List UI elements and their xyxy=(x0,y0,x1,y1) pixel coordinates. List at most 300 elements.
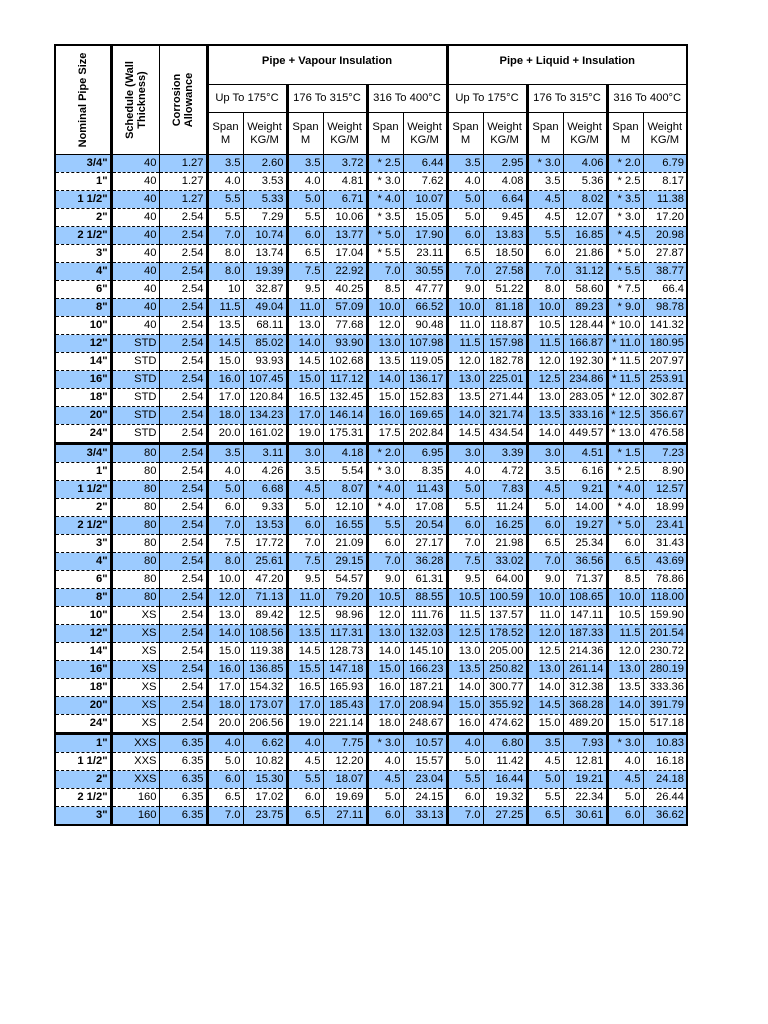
table-cell: 7.0 xyxy=(527,553,563,571)
table-cell: 40 xyxy=(111,155,159,173)
table-cell: 5.0 xyxy=(607,789,643,807)
table-cell: 7.0 xyxy=(447,807,483,826)
table-cell: 3.39 xyxy=(483,444,527,463)
header-span-label: Span xyxy=(452,120,479,133)
table-row xyxy=(55,155,687,173)
table-cell: 3.5 xyxy=(527,734,563,753)
table-cell: 14.5 xyxy=(287,643,323,661)
table-cell: 7.5 xyxy=(447,553,483,571)
table-cell: 2.54 xyxy=(159,463,207,481)
table-cell: 27.25 xyxy=(483,807,527,826)
table-cell: 280.19 xyxy=(643,661,687,679)
table-cell: 4.51 xyxy=(563,444,607,463)
header-corrosion xyxy=(159,45,207,155)
table-cell: 80 xyxy=(111,463,159,481)
table-cell: * 11.5 xyxy=(607,371,643,389)
header-schedule-line2: Thickness) xyxy=(135,71,148,129)
table-row xyxy=(55,807,687,826)
header-span xyxy=(287,113,323,155)
table-cell: 7.0 xyxy=(367,553,403,571)
table-cell: STD xyxy=(111,371,159,389)
table-cell: 2.54 xyxy=(159,281,207,299)
table-cell: 10.5 xyxy=(527,317,563,335)
table-cell: 16.5 xyxy=(287,679,323,697)
table-cell: 6.0 xyxy=(527,517,563,535)
table-cell: * 7.5 xyxy=(607,281,643,299)
table-cell: * 10.0 xyxy=(607,317,643,335)
table-cell: 89.23 xyxy=(563,299,607,317)
table-cell: 25.61 xyxy=(243,553,287,571)
table-cell: 107.45 xyxy=(243,371,287,389)
table-cell: * 3.0 xyxy=(607,734,643,753)
table-cell: 117.12 xyxy=(323,371,367,389)
table-cell: 4.72 xyxy=(483,463,527,481)
header-group-liquid: Pipe + Liquid + Insulation xyxy=(447,45,687,85)
table-cell: 185.43 xyxy=(323,697,367,715)
table-cell: 489.20 xyxy=(563,715,607,734)
table-cell: 30.61 xyxy=(563,807,607,826)
table-cell: 89.42 xyxy=(243,607,287,625)
table-row xyxy=(55,317,687,335)
table-cell: 355.92 xyxy=(483,697,527,715)
table-cell: 17.08 xyxy=(403,499,447,517)
header-weight-unit: KG/M xyxy=(410,133,439,146)
table-cell: 7.75 xyxy=(323,734,367,753)
table-cell: XXS xyxy=(111,734,159,753)
table-cell: 7.5 xyxy=(207,535,243,553)
table-cell: * 11.5 xyxy=(607,353,643,371)
pipe-span-table xyxy=(54,44,688,826)
row-pipe-size: 6" xyxy=(55,571,111,589)
table-cell: 146.14 xyxy=(323,407,367,425)
table-cell: 3.53 xyxy=(243,173,287,191)
table-cell: 18.50 xyxy=(483,245,527,263)
table-cell: 3.5 xyxy=(207,155,243,173)
table-row xyxy=(55,371,687,389)
table-cell: 12.57 xyxy=(643,481,687,499)
table-cell: 14.00 xyxy=(563,499,607,517)
table-cell: 15.0 xyxy=(607,715,643,734)
table-row xyxy=(55,679,687,697)
table-cell: 20.98 xyxy=(643,227,687,245)
table-cell: 14.0 xyxy=(527,679,563,697)
table-cell: 15.30 xyxy=(243,771,287,789)
table-cell: 7.0 xyxy=(447,535,483,553)
table-cell: * 4.0 xyxy=(367,191,403,209)
header-weight-label: Weight xyxy=(567,120,602,133)
table-cell: 31.43 xyxy=(643,535,687,553)
row-pipe-size: 3" xyxy=(55,245,111,263)
table-cell: 4.5 xyxy=(527,753,563,771)
table-cell: 4.5 xyxy=(287,753,323,771)
table-row xyxy=(55,425,687,444)
table-cell: 93.90 xyxy=(323,335,367,353)
table-cell: 12.5 xyxy=(287,607,323,625)
row-pipe-size: 10" xyxy=(55,317,111,335)
table-cell: 136.17 xyxy=(403,371,447,389)
table-cell: 14.5 xyxy=(447,425,483,444)
table-cell: 16.44 xyxy=(483,771,527,789)
table-cell: 31.12 xyxy=(563,263,607,281)
table-cell: 12.0 xyxy=(367,607,403,625)
row-pipe-size: 10" xyxy=(55,607,111,625)
header-weight-label: Weight xyxy=(327,120,362,133)
table-cell: 180.95 xyxy=(643,335,687,353)
table-cell: 12.5 xyxy=(527,371,563,389)
table-cell: 7.0 xyxy=(207,227,243,245)
table-cell: 8.35 xyxy=(403,463,447,481)
table-row xyxy=(55,191,687,209)
table-cell: XS xyxy=(111,661,159,679)
table-cell: 2.54 xyxy=(159,299,207,317)
row-pipe-size: 20" xyxy=(55,697,111,715)
table-cell: 11.42 xyxy=(483,753,527,771)
table-cell: 141.32 xyxy=(643,317,687,335)
header-span-unit: M xyxy=(620,133,631,146)
table-cell: 13.0 xyxy=(367,625,403,643)
table-cell: 253.91 xyxy=(643,371,687,389)
table-cell: 40 xyxy=(111,299,159,317)
table-cell: 178.52 xyxy=(483,625,527,643)
table-cell: XS xyxy=(111,715,159,734)
table-cell: 166.87 xyxy=(563,335,607,353)
table-cell: 6.0 xyxy=(367,535,403,553)
table-cell: 160 xyxy=(111,807,159,826)
table-cell: 12.0 xyxy=(527,625,563,643)
table-cell: XS xyxy=(111,679,159,697)
table-cell: * 5.0 xyxy=(607,517,643,535)
table-cell: 32.87 xyxy=(243,281,287,299)
table-cell: 6.62 xyxy=(243,734,287,753)
table-cell: 175.31 xyxy=(323,425,367,444)
table-cell: 3.0 xyxy=(287,444,323,463)
header-schedule xyxy=(111,45,159,155)
table-cell: 8.07 xyxy=(323,481,367,499)
table-cell: 2.54 xyxy=(159,353,207,371)
table-cell: 187.21 xyxy=(403,679,447,697)
header-weight-unit: KG/M xyxy=(490,133,519,146)
table-cell: 6.16 xyxy=(563,463,607,481)
table-cell: 4.06 xyxy=(563,155,607,173)
table-cell: 12.20 xyxy=(323,753,367,771)
table-cell: 2.54 xyxy=(159,227,207,245)
table-cell: 40 xyxy=(111,191,159,209)
table-cell: 88.55 xyxy=(403,589,447,607)
table-cell: 182.78 xyxy=(483,353,527,371)
table-cell: 13.5 xyxy=(607,679,643,697)
table-cell: 434.54 xyxy=(483,425,527,444)
table-cell: * 11.0 xyxy=(607,335,643,353)
table-cell: 20.0 xyxy=(207,425,243,444)
table-cell: 2.54 xyxy=(159,317,207,335)
table-cell: 6.71 xyxy=(323,191,367,209)
table-cell: 3.5 xyxy=(447,155,483,173)
table-cell: 10.5 xyxy=(447,589,483,607)
row-pipe-size: 4" xyxy=(55,263,111,281)
row-pipe-size: 3/4" xyxy=(55,155,111,173)
table-cell: 6.0 xyxy=(447,517,483,535)
row-pipe-size: 3" xyxy=(55,807,111,826)
table-cell: 80 xyxy=(111,589,159,607)
table-cell: 40 xyxy=(111,173,159,191)
table-cell: 17.20 xyxy=(643,209,687,227)
table-cell: 18.0 xyxy=(207,697,243,715)
table-cell: 5.0 xyxy=(447,191,483,209)
table-cell: 4.5 xyxy=(527,191,563,209)
table-row xyxy=(55,335,687,353)
table-cell: 5.0 xyxy=(447,209,483,227)
header-span xyxy=(207,113,243,155)
table-cell: 6.5 xyxy=(607,553,643,571)
table-cell: * 5.5 xyxy=(607,263,643,281)
table-cell: 166.23 xyxy=(403,661,447,679)
table-cell: 11.0 xyxy=(447,317,483,335)
table-cell: * 3.0 xyxy=(367,463,403,481)
table-cell: 17.5 xyxy=(367,425,403,444)
table-cell: 66.4 xyxy=(643,281,687,299)
table-cell: 11.5 xyxy=(447,335,483,353)
row-pipe-size: 2 1/2" xyxy=(55,517,111,535)
table-cell: 54.57 xyxy=(323,571,367,589)
table-cell: 64.00 xyxy=(483,571,527,589)
row-pipe-size: 8" xyxy=(55,299,111,317)
table-cell: 4.5 xyxy=(527,209,563,227)
table-cell: * 2.5 xyxy=(607,173,643,191)
header-range: Up To 175°C xyxy=(447,85,527,113)
table-row xyxy=(55,661,687,679)
table-cell: 111.76 xyxy=(403,607,447,625)
table-row xyxy=(55,463,687,481)
table-cell: 368.28 xyxy=(563,697,607,715)
table-cell: 14.0 xyxy=(367,643,403,661)
table-cell: 6.79 xyxy=(643,155,687,173)
table-cell: 14.0 xyxy=(367,371,403,389)
header-span-unit: M xyxy=(300,133,311,146)
row-pipe-size: 1" xyxy=(55,173,111,191)
table-cell: 202.84 xyxy=(403,425,447,444)
table-cell: 3.5 xyxy=(527,173,563,191)
table-cell: 230.72 xyxy=(643,643,687,661)
table-cell: 14.5 xyxy=(207,335,243,353)
table-cell: 15.0 xyxy=(207,353,243,371)
table-cell: 261.14 xyxy=(563,661,607,679)
table-row xyxy=(55,209,687,227)
row-pipe-size: 1" xyxy=(55,734,111,753)
table-cell: 312.38 xyxy=(563,679,607,697)
table-cell: 11.0 xyxy=(527,607,563,625)
table-row xyxy=(55,353,687,371)
table-cell: 15.0 xyxy=(367,661,403,679)
table-row xyxy=(55,753,687,771)
table-cell: 14.5 xyxy=(527,697,563,715)
table-cell: 2.54 xyxy=(159,607,207,625)
table-cell: 6.0 xyxy=(527,245,563,263)
table-cell: 78.86 xyxy=(643,571,687,589)
table-cell: 6.35 xyxy=(159,789,207,807)
table-cell: 147.11 xyxy=(563,607,607,625)
table-cell: 476.58 xyxy=(643,425,687,444)
table-cell: 4.5 xyxy=(367,771,403,789)
table-cell: 225.01 xyxy=(483,371,527,389)
table-cell: 80 xyxy=(111,481,159,499)
table-cell: 40.25 xyxy=(323,281,367,299)
table-cell: 10.07 xyxy=(403,191,447,209)
table-cell: 80 xyxy=(111,444,159,463)
table-cell: 16.25 xyxy=(483,517,527,535)
table-cell: 40 xyxy=(111,317,159,335)
table-cell: 14.0 xyxy=(287,335,323,353)
table-cell: 9.21 xyxy=(563,481,607,499)
table-cell: 11.24 xyxy=(483,499,527,517)
table-cell: 21.09 xyxy=(323,535,367,553)
table-cell: 2.54 xyxy=(159,245,207,263)
table-cell: 68.11 xyxy=(243,317,287,335)
table-cell: 12.5 xyxy=(447,625,483,643)
table-cell: 10.0 xyxy=(607,589,643,607)
row-pipe-size: 24" xyxy=(55,425,111,444)
table-cell: * 4.0 xyxy=(367,499,403,517)
table-cell: 7.0 xyxy=(207,807,243,826)
table-cell: 4.0 xyxy=(207,173,243,191)
table-cell: 7.0 xyxy=(447,263,483,281)
table-cell: 6.0 xyxy=(367,807,403,826)
table-cell: * 3.0 xyxy=(607,209,643,227)
table-cell: 9.5 xyxy=(287,281,323,299)
header-span-label: Span xyxy=(612,120,639,133)
table-cell: 15.0 xyxy=(207,643,243,661)
table-cell: 2.54 xyxy=(159,444,207,463)
header-range: Up To 175°C xyxy=(207,85,287,113)
header-weight-label: Weight xyxy=(647,120,683,133)
table-cell: 1.27 xyxy=(159,191,207,209)
header-corrosion-line2: Allowance xyxy=(182,72,195,128)
table-cell: * 1.5 xyxy=(607,444,643,463)
table-cell: 2.54 xyxy=(159,425,207,444)
table-cell: 6.44 xyxy=(403,155,447,173)
table-cell: 23.75 xyxy=(243,807,287,826)
table-cell: 5.5 xyxy=(207,209,243,227)
table-cell: 10.0 xyxy=(207,571,243,589)
table-cell: 2.54 xyxy=(159,335,207,353)
row-pipe-size: 6" xyxy=(55,281,111,299)
table-cell: 13.77 xyxy=(323,227,367,245)
table-row xyxy=(55,715,687,734)
table-cell: 5.0 xyxy=(367,789,403,807)
table-cell: 19.32 xyxy=(483,789,527,807)
table-cell: 38.77 xyxy=(643,263,687,281)
table-cell: 98.96 xyxy=(323,607,367,625)
table-row xyxy=(55,789,687,807)
table-cell: 24.15 xyxy=(403,789,447,807)
table-cell: 6.64 xyxy=(483,191,527,209)
table-cell: 17.0 xyxy=(287,407,323,425)
table-cell: * 4.5 xyxy=(607,227,643,245)
table-cell: 5.5 xyxy=(287,771,323,789)
header-weight xyxy=(483,113,527,155)
header-span-unit: M xyxy=(460,133,471,146)
table-cell: 51.22 xyxy=(483,281,527,299)
table-cell: 13.0 xyxy=(447,643,483,661)
row-pipe-size: 2 1/2" xyxy=(55,227,111,245)
table-cell: 16.55 xyxy=(323,517,367,535)
table-cell: 8.0 xyxy=(527,281,563,299)
table-cell: 18.0 xyxy=(367,715,403,734)
row-pipe-size: 4" xyxy=(55,553,111,571)
table-cell: 17.04 xyxy=(323,245,367,263)
table-cell: 9.0 xyxy=(367,571,403,589)
row-pipe-size: 1" xyxy=(55,463,111,481)
table-cell: 13.0 xyxy=(527,389,563,407)
table-cell: 79.20 xyxy=(323,589,367,607)
table-cell: 80 xyxy=(111,499,159,517)
table-cell: STD xyxy=(111,407,159,425)
row-pipe-size: 12" xyxy=(55,625,111,643)
table-cell: 19.27 xyxy=(563,517,607,535)
table-cell: 30.55 xyxy=(403,263,447,281)
table-cell: 6.35 xyxy=(159,734,207,753)
table-cell: 27.58 xyxy=(483,263,527,281)
table-cell: 333.36 xyxy=(643,679,687,697)
table-cell: 6.5 xyxy=(287,245,323,263)
row-pipe-size: 16" xyxy=(55,371,111,389)
table-cell: 12.07 xyxy=(563,209,607,227)
table-cell: 6.68 xyxy=(243,481,287,499)
row-pipe-size: 2" xyxy=(55,771,111,789)
table-cell: 248.67 xyxy=(403,715,447,734)
table-cell: 134.23 xyxy=(243,407,287,425)
table-cell: 356.67 xyxy=(643,407,687,425)
table-cell: 147.18 xyxy=(323,661,367,679)
row-pipe-size: 24" xyxy=(55,715,111,734)
table-cell: 6.0 xyxy=(287,789,323,807)
header-span xyxy=(607,113,643,155)
table-cell: 58.60 xyxy=(563,281,607,299)
table-cell: 57.09 xyxy=(323,299,367,317)
table-cell: 5.5 xyxy=(287,209,323,227)
table-cell: 7.0 xyxy=(287,535,323,553)
table-cell: 10.0 xyxy=(527,589,563,607)
table-cell: 119.05 xyxy=(403,353,447,371)
table-cell: 8.5 xyxy=(607,571,643,589)
table-cell: 3.72 xyxy=(323,155,367,173)
table-cell: 27.87 xyxy=(643,245,687,263)
row-pipe-size: 16" xyxy=(55,661,111,679)
table-cell: 27.11 xyxy=(323,807,367,826)
row-pipe-size: 12" xyxy=(55,335,111,353)
table-cell: 17.90 xyxy=(403,227,447,245)
table-cell: 3.5 xyxy=(527,463,563,481)
table-cell: 10.0 xyxy=(367,299,403,317)
table-cell: 12.0 xyxy=(527,353,563,371)
table-cell: 9.33 xyxy=(243,499,287,517)
table-cell: 15.0 xyxy=(367,389,403,407)
table-row xyxy=(55,771,687,789)
table-cell: 13.83 xyxy=(483,227,527,245)
row-pipe-size: 2" xyxy=(55,209,111,227)
table-cell: 40 xyxy=(111,245,159,263)
table-cell: 8.90 xyxy=(643,463,687,481)
table-cell: 449.57 xyxy=(563,425,607,444)
header-weight xyxy=(243,113,287,155)
row-pipe-size: 1 1/2" xyxy=(55,481,111,499)
table-cell: 4.0 xyxy=(207,734,243,753)
table-cell: 5.0 xyxy=(447,481,483,499)
table-cell: 5.0 xyxy=(447,753,483,771)
header-span xyxy=(527,113,563,155)
table-cell: 16.18 xyxy=(643,753,687,771)
table-cell: 16.0 xyxy=(207,661,243,679)
table-cell: 13.53 xyxy=(243,517,287,535)
